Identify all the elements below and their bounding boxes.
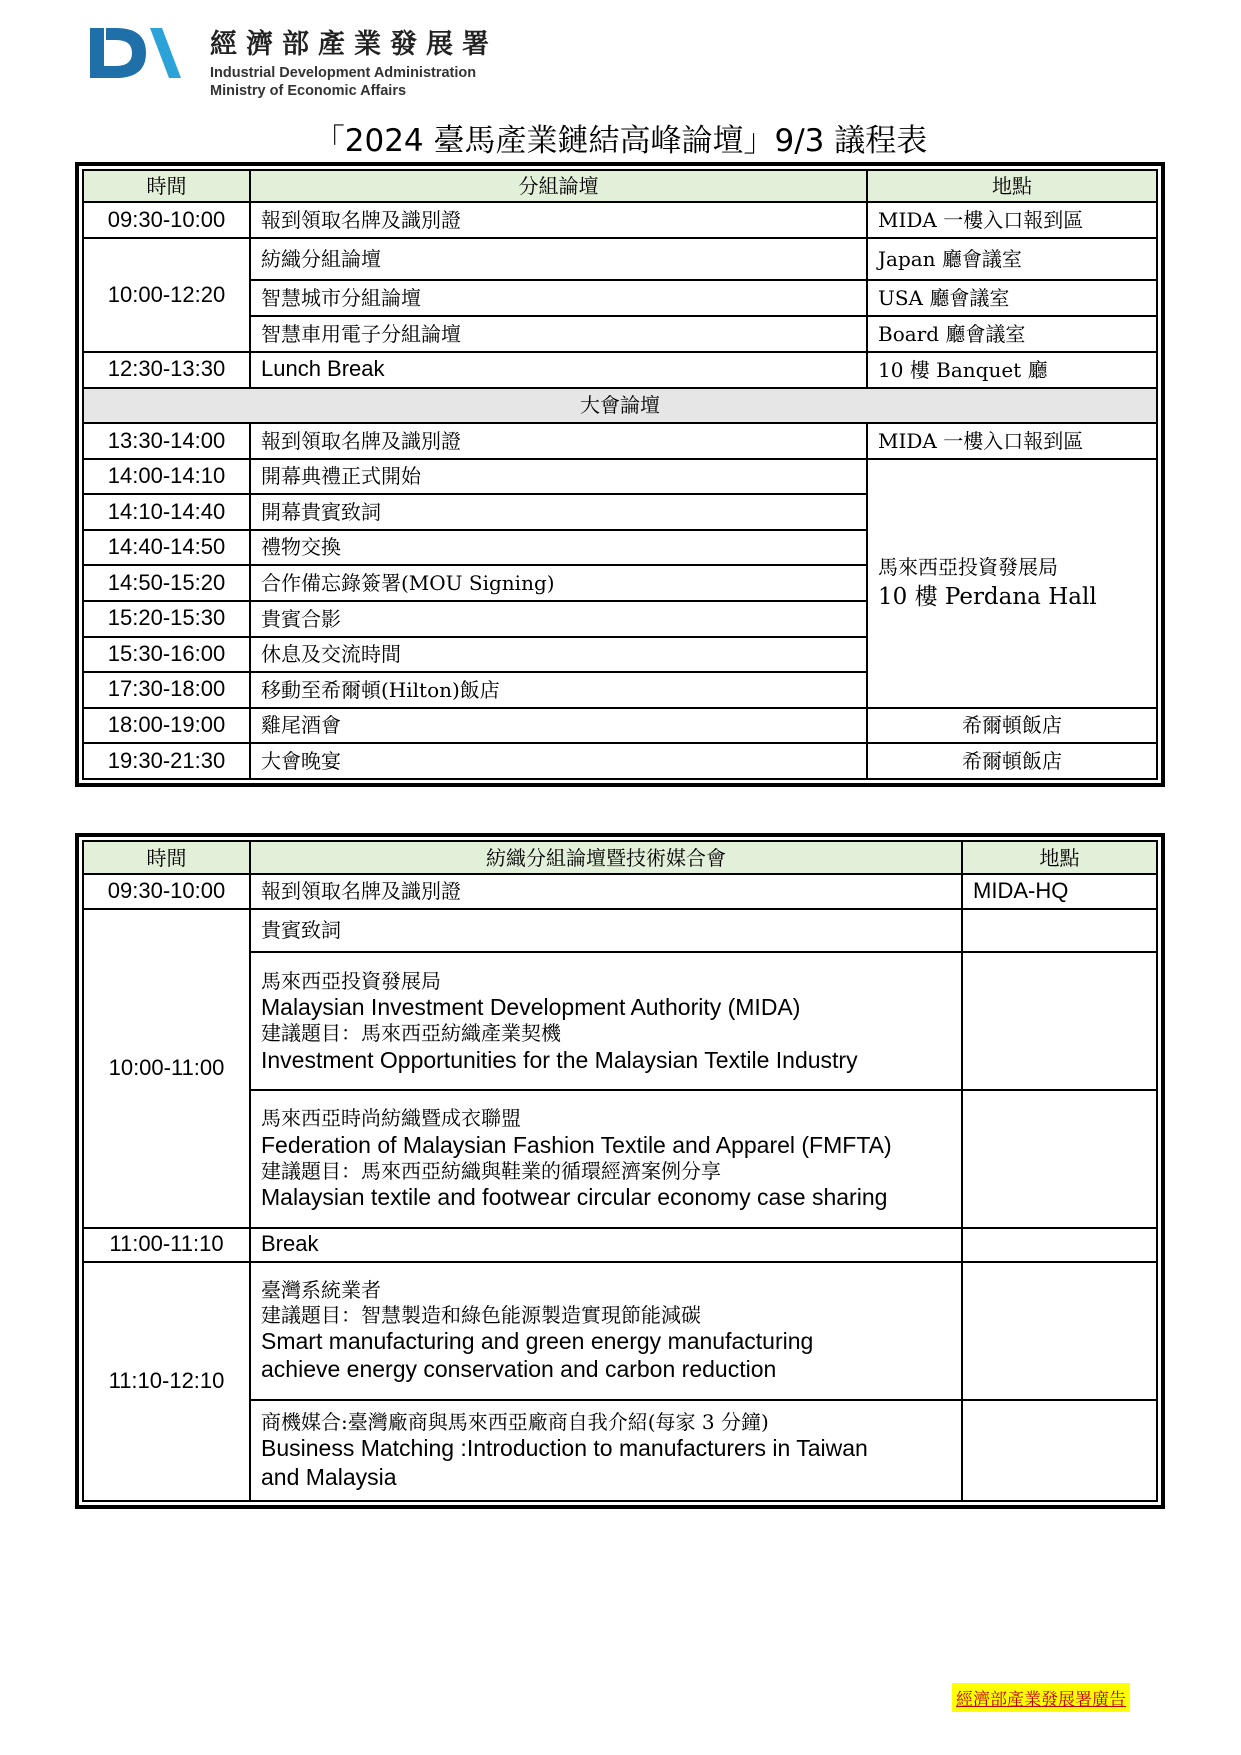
section-label: 大會論壇 bbox=[83, 388, 1157, 424]
business-matching-block bbox=[250, 1400, 962, 1501]
row-item: 合作備忘錄簽署(MOU Signing) bbox=[250, 565, 867, 601]
row-place: MIDA 一樓入口報到區 bbox=[867, 423, 1157, 459]
advertisement-note: 經濟部產業發展署廣告 bbox=[952, 1683, 1130, 1712]
row-place: Board 廳會議室 bbox=[867, 316, 1157, 352]
row-item: 休息及交流時間 bbox=[250, 637, 867, 673]
row-item: 移動至希爾頓(Hilton)飯店 bbox=[250, 672, 867, 708]
header-session: 紡織分組論壇暨技術媒合會 bbox=[250, 841, 962, 874]
row-item: 智慧車用電子分組論壇 bbox=[250, 316, 867, 352]
header-place: 地點 bbox=[867, 170, 1157, 202]
table-row bbox=[83, 459, 1157, 495]
ida-logo bbox=[86, 22, 506, 102]
header-time: 時間 bbox=[83, 170, 250, 202]
table-row bbox=[83, 352, 1157, 388]
document-title: 「2024 臺馬產業鏈結高峰論壇」9/3 議程表 bbox=[313, 123, 928, 159]
topic-en: Investment Opportunities for the Malaysian Textile Industry bbox=[261, 1046, 858, 1073]
row-place-empty bbox=[962, 1090, 1157, 1228]
row-time: 09:30-10:00 bbox=[83, 202, 250, 238]
row-time: 17:30-18:00 bbox=[83, 672, 250, 708]
row-place-empty bbox=[962, 909, 1157, 953]
row-place-empty bbox=[962, 1400, 1157, 1501]
matching-zh: 商機媒合:臺灣廠商與馬來西亞廠商自我介紹(每家 3 分鐘) bbox=[261, 1410, 769, 1435]
table-row bbox=[83, 238, 1157, 280]
topic-zh: 建議題目：馬來西亞紡織產業契機 bbox=[261, 1021, 561, 1046]
table-row bbox=[83, 1228, 1157, 1262]
row-place-empty bbox=[962, 952, 1157, 1090]
speaker-org-zh: 馬來西亞時尚紡織暨成衣聯盟 bbox=[261, 1106, 521, 1131]
row-item: Break bbox=[250, 1228, 962, 1262]
table-row bbox=[83, 423, 1157, 459]
row-place-empty bbox=[962, 1262, 1157, 1400]
matching-en-line2: and Malaysia bbox=[261, 1463, 397, 1490]
table-row bbox=[83, 1262, 1157, 1400]
row-place: 希爾頓飯店 bbox=[867, 708, 1157, 744]
header-session: 分組論壇 bbox=[250, 170, 867, 202]
table-row bbox=[83, 909, 1157, 953]
row-time: 10:00-12:20 bbox=[83, 238, 250, 352]
merged-place bbox=[867, 459, 1157, 708]
row-time: 11:00-11:10 bbox=[83, 1228, 250, 1262]
row-time: 18:00-19:00 bbox=[83, 708, 250, 744]
section-row bbox=[83, 388, 1157, 424]
table-row bbox=[83, 202, 1157, 238]
row-time: 10:00-11:00 bbox=[83, 909, 250, 1228]
row-item: 報到領取名牌及識別證 bbox=[250, 202, 867, 238]
row-time: 19:30-21:30 bbox=[83, 743, 250, 779]
header-time: 時間 bbox=[83, 841, 250, 874]
speaker-block-mida bbox=[250, 952, 962, 1090]
topic-en: Malaysian textile and footwear circular economy case sharing bbox=[261, 1184, 888, 1211]
row-time: 15:20-15:30 bbox=[83, 601, 250, 637]
org-name-zh: 經濟部產業發展署 bbox=[210, 29, 498, 60]
row-time: 14:00-14:10 bbox=[83, 459, 250, 495]
org-name-en-line1: Industrial Development Administration bbox=[210, 65, 477, 81]
row-time: 14:40-14:50 bbox=[83, 530, 250, 566]
table-row bbox=[83, 874, 1157, 908]
row-item: 紡織分組論壇 bbox=[250, 238, 867, 280]
table-row bbox=[83, 743, 1157, 779]
org-name-en-line2: Ministry of Economic Affairs bbox=[210, 83, 407, 99]
row-item: 開幕典禮正式開始 bbox=[250, 459, 867, 495]
row-time: 12:30-13:30 bbox=[83, 352, 250, 388]
row-item: 雞尾酒會 bbox=[250, 708, 867, 744]
row-time: 14:10-14:40 bbox=[83, 494, 250, 530]
row-time: 15:30-16:00 bbox=[83, 637, 250, 673]
row-time: 13:30-14:00 bbox=[83, 423, 250, 459]
row-place: 10 樓 Banquet 廳 bbox=[867, 352, 1157, 388]
row-place-empty bbox=[962, 1228, 1157, 1262]
ida-logo-icon bbox=[86, 22, 181, 84]
header-place: 地點 bbox=[962, 841, 1157, 874]
row-place: Japan 廳會議室 bbox=[867, 238, 1157, 280]
speaker-org-zh: 臺灣系統業者 bbox=[261, 1278, 381, 1303]
row-item: 智慧城市分組論壇 bbox=[250, 280, 867, 317]
speaker-org-zh: 馬來西亞投資發展局 bbox=[261, 968, 441, 993]
speaker-org-en: Malaysian Investment Development Authority (MIDA) bbox=[261, 994, 801, 1021]
row-time: 14:50-15:20 bbox=[83, 565, 250, 601]
topic-en-line2: achieve energy conservation and carbon reduction bbox=[261, 1356, 777, 1383]
row-place: MIDA 一樓入口報到區 bbox=[867, 202, 1157, 238]
row-item: 報到領取名牌及識別證 bbox=[250, 874, 962, 908]
speaker-org-en: Federation of Malaysian Fashion Textile and Apparel (FMFTA) bbox=[261, 1131, 892, 1158]
row-place: USA 廳會議室 bbox=[867, 280, 1157, 317]
row-place: 希爾頓飯店 bbox=[867, 743, 1157, 779]
table-row bbox=[83, 708, 1157, 744]
row-time: 11:10-12:10 bbox=[83, 1262, 250, 1501]
topic-zh: 建議題目：馬來西亞紡織與鞋業的循環經濟案例分享 bbox=[261, 1158, 721, 1183]
row-item: 禮物交換 bbox=[250, 530, 867, 566]
topic-zh: 建議題目：智慧製造和綠色能源製造實現節能減碳 bbox=[261, 1302, 701, 1327]
matching-en-line1: Business Matching :Introduction to manufacturers in Taiwan bbox=[261, 1435, 868, 1462]
speaker-block-fmfta bbox=[250, 1090, 962, 1228]
merged-place-line2: 10 樓 Perdana Hall bbox=[878, 584, 1097, 611]
agenda-table-main bbox=[75, 162, 1165, 787]
merged-place-line1: 馬來西亞投資發展局 bbox=[878, 554, 1058, 579]
row-item: Lunch Break bbox=[250, 352, 867, 388]
row-item: 貴賓致詞 bbox=[250, 909, 962, 953]
speaker-block-taiwan bbox=[250, 1262, 962, 1400]
row-time: 09:30-10:00 bbox=[83, 874, 250, 908]
row-place: MIDA-HQ bbox=[962, 874, 1157, 908]
table-header-row bbox=[83, 170, 1157, 202]
row-item: 開幕貴賓致詞 bbox=[250, 494, 867, 530]
agenda-table-textile bbox=[75, 833, 1165, 1509]
row-item: 大會晚宴 bbox=[250, 743, 867, 779]
table-header-row bbox=[83, 841, 1157, 874]
row-item: 貴賓合影 bbox=[250, 601, 867, 637]
row-item: 報到領取名牌及識別證 bbox=[250, 423, 867, 459]
topic-en-line1: Smart manufacturing and green energy manufacturing bbox=[261, 1328, 814, 1355]
